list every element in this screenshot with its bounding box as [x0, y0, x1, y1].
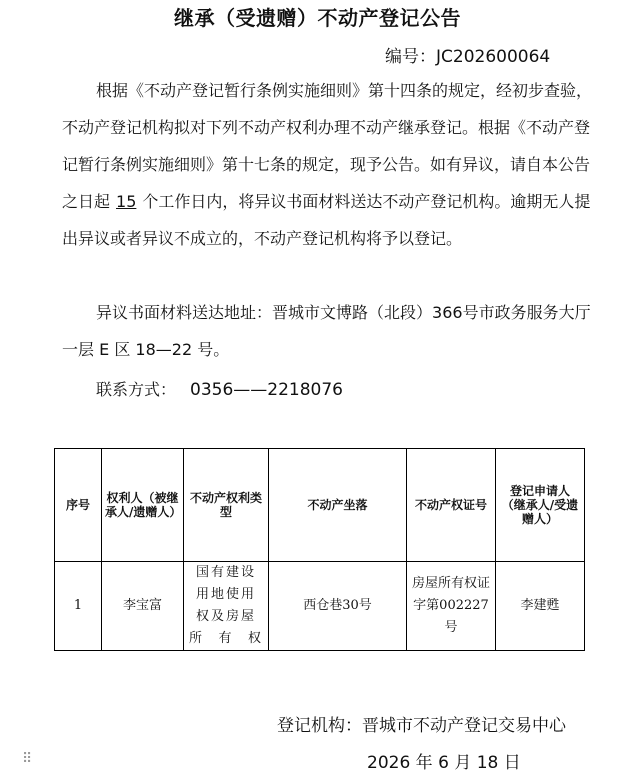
document-number: 编号：JC202600064: [385, 47, 551, 67]
notice-paragraph-2: [62, 294, 597, 368]
header-cert-no: 不动产权证号: [407, 449, 496, 562]
cell-right-type: 国有建设用地使用权及房屋所有权: [184, 562, 269, 651]
address-number-1: 366: [432, 303, 463, 322]
contact-line: [96, 376, 343, 404]
cell-holder: 李宝富: [102, 562, 184, 651]
table-header-row: [55, 449, 585, 562]
table-row: [55, 562, 585, 651]
drag-handle-icon[interactable]: ⠿: [22, 751, 33, 767]
cell-applicant: 李建甦: [496, 562, 585, 651]
cell-index: 1: [55, 562, 102, 651]
contact-phone: 0356——2218076: [190, 380, 343, 400]
cell-location: 西仓巷30号: [269, 562, 407, 651]
date-month-unit: 月: [454, 753, 472, 773]
address-number-2: E: [99, 340, 110, 359]
contact-label: 联系方式：: [96, 380, 177, 399]
notice-text-before: 根据《不动产登记暂行条例实施细则》第十四条的规定，经初步查验，不动产登记机构拟对下列不动产权利办理不动产继承登记。根据《不动产登记暂行条例实施细则》第十七条的规定，现予公告。如有异议，请自本公告之日起: [62, 81, 593, 211]
cell-cert-no: 房屋所有权证字第002227号: [407, 562, 496, 651]
header-applicant: 登记申请人（继承人/受遗赠人）: [496, 449, 585, 562]
header-right-type: 不动产权利类型: [184, 449, 269, 562]
objection-days: 15: [116, 192, 137, 211]
header-holder: 权利人（被继承人/遗赠人）: [102, 449, 184, 562]
page-title: 继承（受遗赠）不动产登记公告: [174, 6, 461, 30]
registration-table: [54, 448, 585, 651]
notice-text-after: 个工作日内，将异议书面材料送达不动产登记机构。逾期无人提出异议或者异议不成立的，不动产登记机构将予以登记。: [62, 192, 591, 248]
date-day-unit: 日: [503, 753, 521, 773]
registration-authority: 登记机构：晋城市不动产登记交易中心: [277, 716, 566, 736]
header-index: 序号: [55, 449, 102, 562]
notice-paragraph-1: [62, 72, 597, 257]
date-year: 2026: [367, 753, 411, 773]
address-text-1: 异议书面材料送达地址：晋城市文博路（北段）: [96, 303, 433, 322]
address-number-3: 18—22: [135, 340, 193, 359]
date-year-unit: 年: [415, 753, 433, 773]
notice-date: [367, 748, 521, 773]
date-month: 6: [438, 753, 449, 773]
address-text-4: 号。: [197, 340, 230, 359]
address-text-3: 区: [114, 340, 131, 359]
date-day: 18: [476, 753, 499, 773]
address-text-2: 号市政务服务大厅一层: [62, 303, 591, 359]
header-location: 不动产坐落: [269, 449, 407, 562]
